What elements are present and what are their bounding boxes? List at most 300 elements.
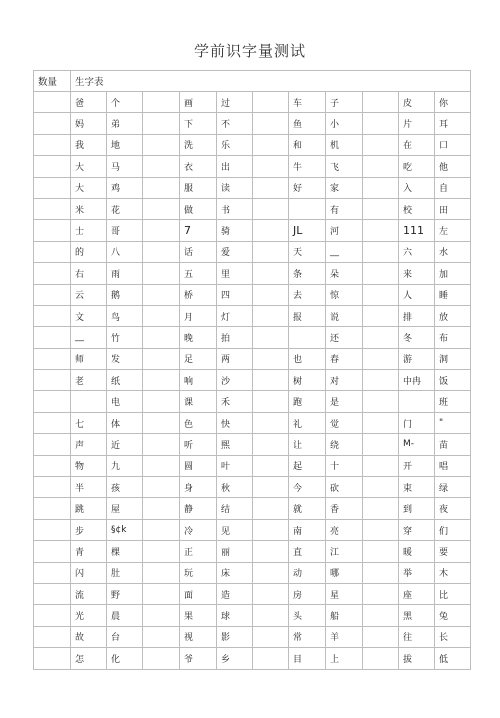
character-cell: 洗	[180, 134, 217, 155]
character-cell: 绿	[435, 477, 471, 498]
character-cell: 圆	[180, 455, 217, 476]
character-cell: 苗	[435, 434, 471, 455]
table-row	[34, 434, 471, 455]
character-cell: 乐	[217, 134, 253, 155]
character-cell: 雨	[107, 263, 143, 284]
character-cell	[289, 198, 326, 219]
character-cell: 怎	[71, 648, 107, 669]
character-cell: "	[435, 412, 471, 433]
character-cell: 化	[107, 648, 143, 669]
character-cell: 玩	[180, 562, 217, 583]
blank-cell	[34, 626, 71, 647]
character-cell: 八	[107, 241, 143, 262]
blank-cell	[363, 220, 399, 241]
character-cell: 今	[289, 477, 326, 498]
blank-cell	[363, 562, 399, 583]
blank-cell	[253, 455, 289, 476]
character-cell: 跳	[71, 498, 107, 519]
blank-cell	[363, 391, 399, 412]
character-cell: 四	[217, 284, 253, 305]
blank-cell	[143, 198, 180, 219]
blank-cell	[363, 156, 399, 177]
character-cell: 河	[326, 220, 363, 241]
blank-cell	[34, 134, 71, 155]
blank-cell	[34, 348, 71, 369]
blank-cell	[143, 541, 180, 562]
character-cell: 往	[399, 626, 435, 647]
character-cell: 爸	[71, 92, 107, 113]
character-cell: 鸟	[107, 305, 143, 326]
character-cell: 吃	[399, 156, 435, 177]
character-cell: 米	[71, 198, 107, 219]
table-row	[34, 455, 471, 476]
table-row	[34, 519, 471, 540]
character-cell: 画	[180, 92, 217, 113]
blank-cell	[253, 134, 289, 155]
blank-cell	[143, 284, 180, 305]
blank-cell	[253, 92, 289, 113]
blank-cell	[253, 583, 289, 604]
blank-cell	[253, 477, 289, 498]
blank-cell	[143, 370, 180, 391]
character-cell: 爷	[180, 648, 217, 669]
character-cell: 禾	[217, 391, 253, 412]
character-cell: 座	[399, 583, 435, 604]
character-cell: 发	[107, 348, 143, 369]
character-cell: 快	[217, 412, 253, 433]
character-cell: 要	[435, 541, 471, 562]
character-cell: 鸡	[107, 177, 143, 198]
character-cell: 还	[326, 327, 363, 348]
character-cell: 五	[180, 263, 217, 284]
character-cell: 在	[399, 134, 435, 155]
character-cell: 也	[289, 348, 326, 369]
character-cell: 六	[399, 241, 435, 262]
character-cell: 门	[399, 412, 435, 433]
character-cell: 星	[326, 583, 363, 604]
table-row	[34, 498, 471, 519]
character-cell: 觉	[326, 412, 363, 433]
character-cell: 自	[435, 177, 471, 198]
blank-cell	[143, 434, 180, 455]
table-header-row	[34, 71, 471, 92]
blank-cell	[253, 648, 289, 669]
character-cell: 去	[289, 284, 326, 305]
character-cell: 声	[71, 434, 107, 455]
character-cell: 读	[217, 177, 253, 198]
character-cell: 的	[71, 241, 107, 262]
blank-cell	[253, 113, 289, 134]
character-cell: 上	[326, 648, 363, 669]
character-cell: 暖	[399, 541, 435, 562]
character-cell: 水	[435, 241, 471, 262]
blank-cell	[363, 648, 399, 669]
character-cell: 人	[399, 284, 435, 305]
blank-cell	[363, 263, 399, 284]
character-cell: 房	[289, 583, 326, 604]
table-row	[34, 370, 471, 391]
table-row	[34, 263, 471, 284]
header-character-list: 生字表	[71, 71, 471, 92]
table-row	[34, 605, 471, 626]
blank-cell	[34, 391, 71, 412]
character-cell: 绕	[326, 434, 363, 455]
character-cell: 江	[326, 541, 363, 562]
character-cell: 亮	[326, 519, 363, 540]
character-cell: 服	[180, 177, 217, 198]
character-cell: 纸	[107, 370, 143, 391]
table-row	[34, 156, 471, 177]
character-cell: 文	[71, 305, 107, 326]
character-cell: 就	[289, 498, 326, 519]
blank-cell	[143, 263, 180, 284]
character-cell: 来	[399, 263, 435, 284]
blank-cell	[253, 541, 289, 562]
character-cell: 哥	[107, 220, 143, 241]
character-cell: 跑	[289, 391, 326, 412]
character-cell: 花	[107, 198, 143, 219]
table-row	[34, 391, 471, 412]
blank-cell	[143, 412, 180, 433]
character-cell: 过	[217, 92, 253, 113]
blank-cell	[363, 327, 399, 348]
character-cell: 木	[435, 562, 471, 583]
blank-cell	[363, 177, 399, 198]
blank-cell	[253, 370, 289, 391]
character-cell	[289, 327, 326, 348]
blank-cell	[34, 92, 71, 113]
character-cell: 七	[71, 412, 107, 433]
character-cell: 船	[326, 605, 363, 626]
blank-cell	[34, 412, 71, 433]
blank-cell	[253, 391, 289, 412]
blank-cell	[143, 156, 180, 177]
character-cell: 课	[180, 391, 217, 412]
blank-cell	[34, 498, 71, 519]
character-cell: 直	[289, 541, 326, 562]
table-row	[34, 477, 471, 498]
character-cell: 拔	[399, 648, 435, 669]
blank-cell	[363, 519, 399, 540]
blank-cell	[253, 284, 289, 305]
character-cell: 是	[326, 391, 363, 412]
blank-cell	[143, 113, 180, 134]
character-cell: 报	[289, 305, 326, 326]
character-cell: 常	[289, 626, 326, 647]
character-cell: 车	[289, 92, 326, 113]
character-cell: 半	[71, 477, 107, 498]
blank-cell	[363, 498, 399, 519]
blank-cell	[363, 455, 399, 476]
blank-cell	[363, 434, 399, 455]
character-cell: 起	[289, 455, 326, 476]
character-cell: 书	[217, 198, 253, 219]
blank-cell	[253, 241, 289, 262]
blank-cell	[143, 477, 180, 498]
character-cell: 衣	[180, 156, 217, 177]
character-cell	[71, 391, 107, 412]
character-cell: 洞	[435, 348, 471, 369]
character-cell: 身	[180, 477, 217, 498]
blank-cell	[143, 327, 180, 348]
blank-cell	[363, 241, 399, 262]
character-cell: 有	[326, 198, 363, 219]
character-cell: 灯	[217, 305, 253, 326]
blank-cell	[253, 348, 289, 369]
character-cell: 大	[71, 177, 107, 198]
blank-cell	[253, 156, 289, 177]
character-cell: 出	[217, 156, 253, 177]
character-cell: JL	[289, 220, 326, 241]
blank-cell	[34, 477, 71, 498]
blank-cell	[143, 519, 180, 540]
blank-cell	[34, 434, 71, 455]
character-cell: 叶	[217, 455, 253, 476]
blank-cell	[34, 177, 71, 198]
character-cell: 举	[399, 562, 435, 583]
character-cell: 左	[435, 220, 471, 241]
character-cell: 好	[289, 177, 326, 198]
character-cell: 家	[326, 177, 363, 198]
blank-cell	[34, 305, 71, 326]
character-cell: 冷	[180, 519, 217, 540]
blank-cell	[363, 605, 399, 626]
character-cell	[399, 391, 435, 412]
character-cell: 野	[107, 583, 143, 604]
character-cell: 老	[71, 370, 107, 391]
character-cell: 牛	[289, 156, 326, 177]
blank-cell	[253, 412, 289, 433]
character-cell: 果	[180, 605, 217, 626]
character-cell: 他	[435, 156, 471, 177]
blank-cell	[363, 305, 399, 326]
character-cell: 近	[107, 434, 143, 455]
character-cell: 布	[435, 327, 471, 348]
character-cell: 见	[217, 519, 253, 540]
character-cell: 开	[399, 455, 435, 476]
character-cell: 游	[399, 348, 435, 369]
page-title: 学前识字量测试	[193, 42, 306, 60]
character-cell: 砍	[326, 477, 363, 498]
character-cell: 班	[435, 391, 471, 412]
table-row	[34, 220, 471, 241]
character-cell: 睡	[435, 284, 471, 305]
table-row	[34, 648, 471, 669]
character-cell: 饭	[435, 370, 471, 391]
character-cell: 你	[435, 92, 471, 113]
character-cell: 放	[435, 305, 471, 326]
character-cell: 让	[289, 434, 326, 455]
blank-cell	[363, 370, 399, 391]
character-cell: 丽	[217, 541, 253, 562]
blank-cell	[143, 134, 180, 155]
character-cell: §¢k	[107, 519, 143, 540]
character-cell: __	[326, 241, 363, 262]
blank-cell	[363, 477, 399, 498]
blank-cell	[34, 648, 71, 669]
character-table	[33, 70, 471, 670]
character-cell: 煕	[217, 434, 253, 455]
blank-cell	[34, 562, 71, 583]
blank-cell	[363, 412, 399, 433]
character-cell: 话	[180, 241, 217, 262]
character-cell: 田	[435, 198, 471, 219]
character-cell: 耳	[435, 113, 471, 134]
blank-cell	[363, 626, 399, 647]
character-cell: 晨	[107, 605, 143, 626]
blank-cell	[143, 648, 180, 669]
character-cell: 台	[107, 626, 143, 647]
character-cell: 青	[71, 541, 107, 562]
character-cell: 竹	[107, 327, 143, 348]
character-cell: 入	[399, 177, 435, 198]
blank-cell	[253, 327, 289, 348]
table-row	[34, 583, 471, 604]
table-row	[34, 241, 471, 262]
table-row	[34, 177, 471, 198]
blank-cell	[143, 305, 180, 326]
character-cell: 闪	[71, 562, 107, 583]
blank-cell	[253, 263, 289, 284]
character-cell: 爱	[217, 241, 253, 262]
blank-cell	[34, 327, 71, 348]
blank-cell	[143, 348, 180, 369]
character-cell: 到	[399, 498, 435, 519]
blank-cell	[143, 177, 180, 198]
character-cell: 步	[71, 519, 107, 540]
character-cell: 师	[71, 348, 107, 369]
character-cell: 我	[71, 134, 107, 155]
character-cell: 球	[217, 605, 253, 626]
character-cell: 对	[326, 370, 363, 391]
table-row	[34, 348, 471, 369]
character-cell: 九	[107, 455, 143, 476]
character-cell: 里	[217, 263, 253, 284]
character-cell: 响	[180, 370, 217, 391]
character-cell: 月	[180, 305, 217, 326]
blank-cell	[363, 198, 399, 219]
character-cell: 动	[289, 562, 326, 583]
character-cell: 棵	[107, 541, 143, 562]
blank-cell	[253, 626, 289, 647]
character-cell: 骑	[217, 220, 253, 241]
character-cell: 正	[180, 541, 217, 562]
character-cell: 皮	[399, 92, 435, 113]
blank-cell	[253, 177, 289, 198]
character-cell: 飞	[326, 156, 363, 177]
character-cell: 条	[289, 263, 326, 284]
blank-cell	[34, 241, 71, 262]
blank-cell	[253, 498, 289, 519]
blank-cell	[34, 220, 71, 241]
character-cell: 屋	[107, 498, 143, 519]
character-cell: 床	[217, 562, 253, 583]
character-cell: 鹅	[107, 284, 143, 305]
character-cell: __	[71, 327, 107, 348]
blank-cell	[143, 220, 180, 241]
table-row	[34, 134, 471, 155]
blank-cell	[143, 391, 180, 412]
character-cell: M-	[399, 434, 435, 455]
table-row	[34, 327, 471, 348]
blank-cell	[143, 241, 180, 262]
character-cell: 做	[180, 198, 217, 219]
table-row	[34, 305, 471, 326]
character-cell: 光	[71, 605, 107, 626]
blank-cell	[363, 583, 399, 604]
character-cell: 中冉	[399, 370, 435, 391]
blank-cell	[143, 562, 180, 583]
character-cell: 树	[289, 370, 326, 391]
blank-cell	[253, 605, 289, 626]
blank-cell	[143, 583, 180, 604]
character-cell: 黑	[399, 605, 435, 626]
character-cell: 两	[217, 348, 253, 369]
blank-cell	[143, 455, 180, 476]
character-cell: 加	[435, 263, 471, 284]
character-cell: 晚	[180, 327, 217, 348]
character-cell: 不	[217, 113, 253, 134]
character-cell: 7	[180, 220, 217, 241]
character-cell: 礼	[289, 412, 326, 433]
blank-cell	[253, 305, 289, 326]
blank-cell	[34, 541, 71, 562]
table-row	[34, 92, 471, 113]
character-cell: 目	[289, 648, 326, 669]
character-cell: 故	[71, 626, 107, 647]
character-cell: 校	[399, 198, 435, 219]
character-cell: 们	[435, 519, 471, 540]
character-cell: 下	[180, 113, 217, 134]
character-cell: 冬	[399, 327, 435, 348]
blank-cell	[143, 498, 180, 519]
character-cell: 子	[326, 92, 363, 113]
character-cell: 哪	[326, 562, 363, 583]
blank-cell	[363, 348, 399, 369]
character-cell: 夜	[435, 498, 471, 519]
table-row	[34, 626, 471, 647]
character-cell: 朵	[326, 263, 363, 284]
blank-cell	[363, 284, 399, 305]
blank-cell	[363, 113, 399, 134]
character-cell: 马	[107, 156, 143, 177]
blank-cell	[253, 434, 289, 455]
blank-cell	[34, 605, 71, 626]
character-cell: 长	[435, 626, 471, 647]
blank-cell	[253, 198, 289, 219]
character-cell: 个	[107, 92, 143, 113]
blank-cell	[34, 263, 71, 284]
blank-cell	[253, 519, 289, 540]
character-cell: 静	[180, 498, 217, 519]
table-row	[34, 562, 471, 583]
character-cell: 肚	[107, 562, 143, 583]
blank-cell	[34, 198, 71, 219]
character-cell: 听	[180, 434, 217, 455]
header-count: 数量	[34, 71, 71, 92]
character-cell: 士	[71, 220, 107, 241]
character-cell: 惊	[326, 284, 363, 305]
character-cell: 束	[399, 477, 435, 498]
character-cell: 孩	[107, 477, 143, 498]
blank-cell	[363, 92, 399, 113]
blank-cell	[34, 156, 71, 177]
blank-cell	[34, 583, 71, 604]
character-cell: 秋	[217, 477, 253, 498]
character-cell: 头	[289, 605, 326, 626]
blank-cell	[143, 605, 180, 626]
character-cell: 地	[107, 134, 143, 155]
